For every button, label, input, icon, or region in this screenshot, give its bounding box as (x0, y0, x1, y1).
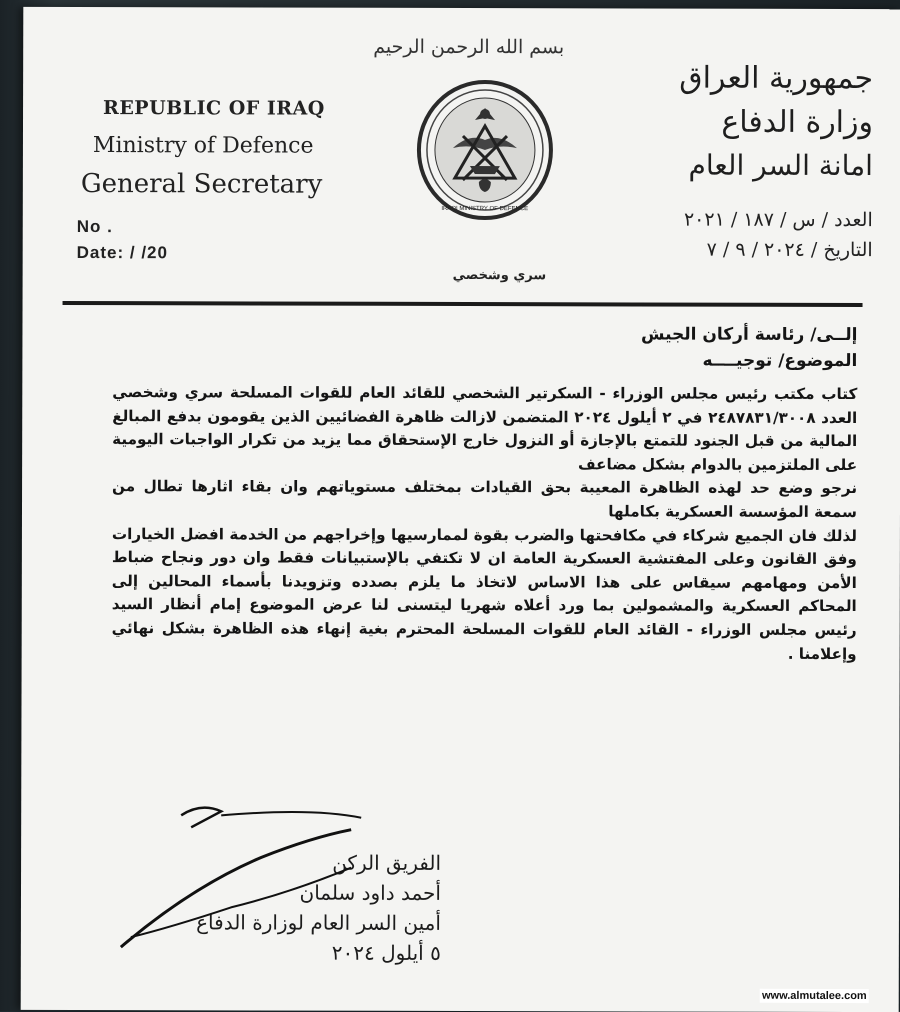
arabic-letterhead (679, 57, 873, 188)
ministry-emblem (415, 78, 555, 228)
letter-body (112, 319, 858, 666)
letter-page (21, 7, 900, 1012)
secretary-ar: امانة السر العام (688, 148, 873, 183)
ministry-en: Ministry of Defence (92, 133, 314, 159)
emblem-text: IRAQI MINISTRY OF DEFENCE (441, 205, 529, 213)
signatory-name: أحمد داود سلمان (299, 880, 442, 905)
paragraph-1: كتاب مكتب رئيس مجلس الوزراء - السكرتير الشخصي للقائد العام للقوات المسلحة سري وشخصي العدد ٢٤٨٧٨٣١/٣٠٠٨ في ٢ أيلول ٢٠٢٤ المتضمن لازالت ظاهرة الفضائيين الذين يقومون بدفع المبالغ المالية من قبل الجنود للتمتع بالإجازة أو النزول خارج الإستحقاق مما يزيد من تكرار الواجبات اليومية على الملتزمين بالدوام بشكل مضاعف (112, 383, 858, 474)
republic-en: REPUBLIC OF IRAQ (103, 97, 325, 120)
date-label: Date: / /20 (76, 242, 169, 263)
basmala: بسم الله الرحمن الرحيم (373, 35, 565, 59)
english-letterhead (81, 89, 325, 204)
reference-number: العدد / س / ١٨٧ / ٢٠٢١ (683, 208, 873, 232)
classification-label: سري وشخصي (452, 267, 547, 284)
signature-block (111, 797, 441, 988)
subject: الموضوع/ توجيــــه (702, 350, 858, 372)
recipient: إلــى/ رئاسة أركان الجيش (641, 324, 858, 346)
handwritten-signature (111, 797, 441, 988)
republic-ar: جمهورية العراق (679, 60, 874, 97)
source-watermark: www.almutalee.com (760, 989, 869, 1003)
paragraph-3: لذلك فان الجميع شركاء في مكافحتها والضرب بقوة لممارسيها وإخراجهم من الخدمة افضل الخيارات وفق القانون وعلى المفتشية العسكرية العامة ان لا تكتفي بالإستبيانات فقط وان دور ونجاح ضباط الأمن ومهامهم سيقاس على هذا الاساس لاتخاذ ما يلزم بصدده وتزويدنا بأسماء المحالين إلى المحاكم العسكرية والمشمولين بما ورد أعلاه شهريا ليتسنى لنا عرض الموضوع إمام أنظار السيد رئيس مجلس الوزراء - القائد العام للقوات المسلحة المحترم بغية إنهاء هذه الظاهرة بشكل نهائي وإعلامنا . (111, 524, 857, 663)
ministry-ar: وزارة الدفاع (721, 104, 874, 141)
signature-date: ٥ أيلول ٢٠٢٤ (331, 940, 441, 965)
reference-date: التاريخ / ٢٠٢٤ / ٩ / ٧ (706, 238, 873, 262)
signatory-title: أمين السر العام لوزارة الدفاع (196, 910, 441, 935)
signatory-rank: الفريق الركن (332, 850, 442, 875)
number-label: No . (76, 216, 113, 237)
secretary-en: General Secretary (80, 169, 323, 200)
reference-block (684, 205, 873, 265)
paragraph-2: نرجو وضع حد لهذه الظاهرة المعيبة بحق القيادات بمختلف مستوياتهم وان بقاء اثارها تطال من سمعة المؤسسة العسكرية بكاملها (112, 477, 858, 522)
header-divider (63, 301, 863, 307)
